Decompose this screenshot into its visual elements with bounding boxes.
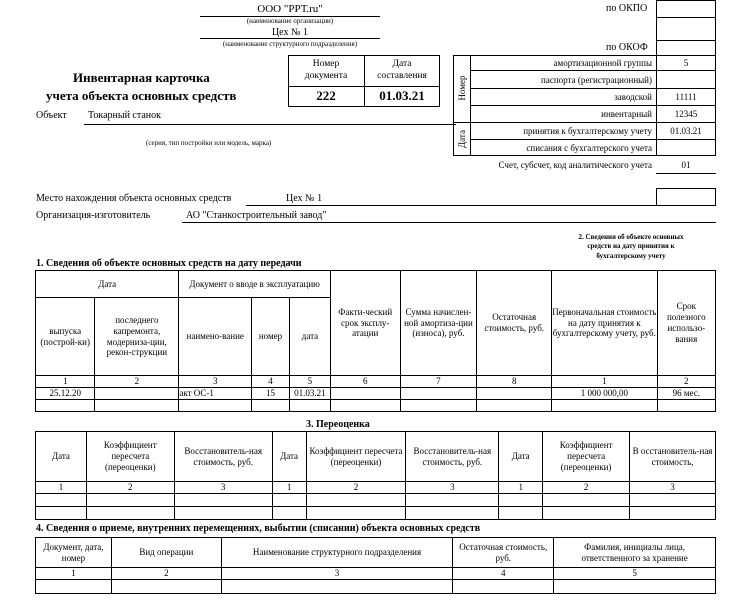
code-label-accept-date: принятия к бухгалтерскому учету <box>523 126 652 136</box>
code-label-passport: паспорта (регистрационный) <box>541 75 652 85</box>
s1-h-initial: Первоначальная стоимость на дату принятия к бухгалтерскому учету, руб. <box>552 271 657 376</box>
doc-number-label: Номер документа <box>304 59 348 81</box>
org-caption: (наименование организации) <box>246 17 334 25</box>
org-name: ООО "РРТ.ru" <box>257 3 323 15</box>
s1-h-amort: Сумма начислен-ной амортиза-ции (износа), руб. <box>400 271 477 376</box>
okof-box <box>656 40 716 56</box>
s1-doc-num: 15 <box>252 388 290 400</box>
s1-actual <box>330 388 400 400</box>
card-title-line2: учета объекта основных средств <box>46 88 237 103</box>
s1-residual <box>477 388 552 400</box>
object-value: Токарный станок <box>88 110 162 121</box>
okpo-box <box>656 0 716 18</box>
manufacturer-label: Организация-изготовитель <box>36 210 151 221</box>
section1-table <box>35 270 716 412</box>
s3-h-date: Дата <box>272 432 306 482</box>
s4-h-doc: Документ, дата, номер <box>36 538 112 568</box>
codes-date-side: Дата <box>457 130 467 148</box>
section3-table <box>35 431 716 520</box>
s1-amort <box>400 388 477 400</box>
s3-num: 2 <box>86 482 174 494</box>
s3-empty-row <box>36 494 716 507</box>
s1-h-release: выпуска (построй-ки) <box>36 298 95 376</box>
s4-num-row <box>36 568 716 580</box>
s1-h-repair: последнего капремонта, модерниза-ции, рекон-струкции <box>95 298 179 376</box>
s1-num: 2 <box>95 376 179 388</box>
s3-num: 3 <box>174 482 272 494</box>
s3-h-coef: Коэффициент пересчета (переоценки) <box>306 432 406 482</box>
s3-h-date: Дата <box>499 432 543 482</box>
code-value-amort-group: 5 <box>683 58 689 68</box>
s1-h-docdate: дата <box>289 298 330 376</box>
s1-num-row <box>36 376 716 388</box>
code-label-writeoff-date: списания с бухгалтерского учета <box>526 143 652 153</box>
location-code-box <box>656 188 716 206</box>
doc-number: 222 <box>316 87 336 103</box>
s3-num: 1 <box>36 482 87 494</box>
s4-num: 4 <box>453 568 554 580</box>
s4-h-op: Вид операции <box>111 538 221 568</box>
code-value-account: 01 <box>681 160 691 170</box>
okof-label: по ОКОФ <box>606 42 648 53</box>
s1-data-row <box>36 388 716 400</box>
s1-h-useful: Срок полезного использо-вания <box>657 271 715 376</box>
s1-h-residual: Остаточная стоимость, руб. <box>477 271 552 376</box>
card-title-line1: Инвентарная карточка <box>73 70 210 85</box>
code-value-accept-date: 01.03.21 <box>670 126 702 136</box>
doc-date-label: Дата составления <box>377 59 427 81</box>
s3-num: 1 <box>272 482 306 494</box>
s1-doc-date: 01.03.21 <box>289 388 330 400</box>
s3-h-coef: Коэффициент пересчета (переоценки) <box>86 432 174 482</box>
s3-h-restore: Восстановитель-ная стоимость, руб. <box>406 432 499 482</box>
doc-date: 01.03.21 <box>379 87 425 103</box>
section4-title: 4. Сведения о приеме, внутренних перемещениях, выбытии (списании) объекта основных средств <box>36 523 481 534</box>
s4-h-div: Наименование структурного подразделения <box>221 538 453 568</box>
s4-num: 5 <box>554 568 716 580</box>
s3-num: 3 <box>630 482 716 494</box>
s1-initial: 1 000 000,00 <box>552 388 657 400</box>
s3-h-restore: Восстановитель-ная стоимость, руб. <box>174 432 272 482</box>
code-value-factory: 11111 <box>675 92 697 102</box>
division-caption: (наименование структурного подразделения) <box>222 40 358 48</box>
s3-num: 2 <box>543 482 630 494</box>
code-label-amort-group: амортизационной группы <box>553 58 652 68</box>
code-label-account: Счет, субсчет, код аналитического учета <box>498 160 652 170</box>
object-label: Объект <box>36 110 67 121</box>
s3-num-row <box>36 482 716 494</box>
s1-num: 8 <box>477 376 552 388</box>
s1-useful: 96 мес. <box>657 388 715 400</box>
s1-h-num: номер <box>252 298 290 376</box>
s3-h-coef: Коэффициент пересчета (переоценки) <box>543 432 630 482</box>
s1-num: 1 <box>552 376 657 388</box>
s3-empty-row <box>36 507 716 520</box>
s4-empty-row <box>36 580 716 594</box>
code-label-inventory: инвентарный <box>601 109 652 119</box>
s1-num: 7 <box>400 376 477 388</box>
s3-num: 1 <box>499 482 543 494</box>
s3-h-date: Дата <box>36 432 87 482</box>
section4-table <box>35 537 716 594</box>
section3-title: 3. Переоценка <box>306 419 370 430</box>
s4-num: 3 <box>221 568 453 580</box>
codes-number-side: Номер <box>457 75 467 101</box>
s4-num: 1 <box>36 568 112 580</box>
s1-num: 6 <box>330 376 400 388</box>
s4-num: 2 <box>111 568 221 580</box>
s4-h-person: Фамилия, инициалы лица, ответственного за хранение <box>554 538 716 568</box>
s4-h-residual: Остаточная стоимость, руб. <box>453 538 554 568</box>
code-value-inventory: 12345 <box>674 109 698 119</box>
s3-h-restore2: В осстановитель-ная стоимость, <box>630 432 716 482</box>
s1-num: 3 <box>179 376 252 388</box>
s3-num: 2 <box>306 482 406 494</box>
s1-num: 1 <box>36 376 95 388</box>
division-name: Цех № 1 <box>271 27 309 38</box>
s1-h-date: Дата <box>36 271 179 298</box>
s1-doc-name: акт ОС-1 <box>179 388 252 400</box>
section2-title: 2. Сведения об объекте основных средств на дату принятия к бухгалтерскому учету <box>578 232 684 260</box>
location-value: Цех № 1 <box>286 193 323 204</box>
s1-num: 4 <box>252 376 290 388</box>
s1-h-doc: Документ о вводе в эксплуатацию <box>179 271 331 298</box>
section1-title: 1. Сведения об объекте основных средств на дату передачи <box>36 258 302 269</box>
manufacturer-value: АО "Станкостроительный завод" <box>186 210 327 221</box>
s1-num: 2 <box>657 376 715 388</box>
okpo-label: по ОКПО <box>606 3 648 14</box>
s1-h-name: наимено-вание <box>179 298 252 376</box>
s3-num: 3 <box>406 482 499 494</box>
location-label: Место нахождения объекта основных средств <box>36 193 232 204</box>
s1-empty-row <box>36 400 716 412</box>
s1-h-actual: Факти-ческий срок эксплу-атации <box>330 271 400 376</box>
s1-repair <box>95 388 179 400</box>
object-caption: (серия, тип постройки или модель, марка) <box>146 139 272 147</box>
s1-num: 5 <box>289 376 330 388</box>
s1-release: 25.12.20 <box>36 388 95 400</box>
code-label-factory: заводской <box>614 92 652 102</box>
